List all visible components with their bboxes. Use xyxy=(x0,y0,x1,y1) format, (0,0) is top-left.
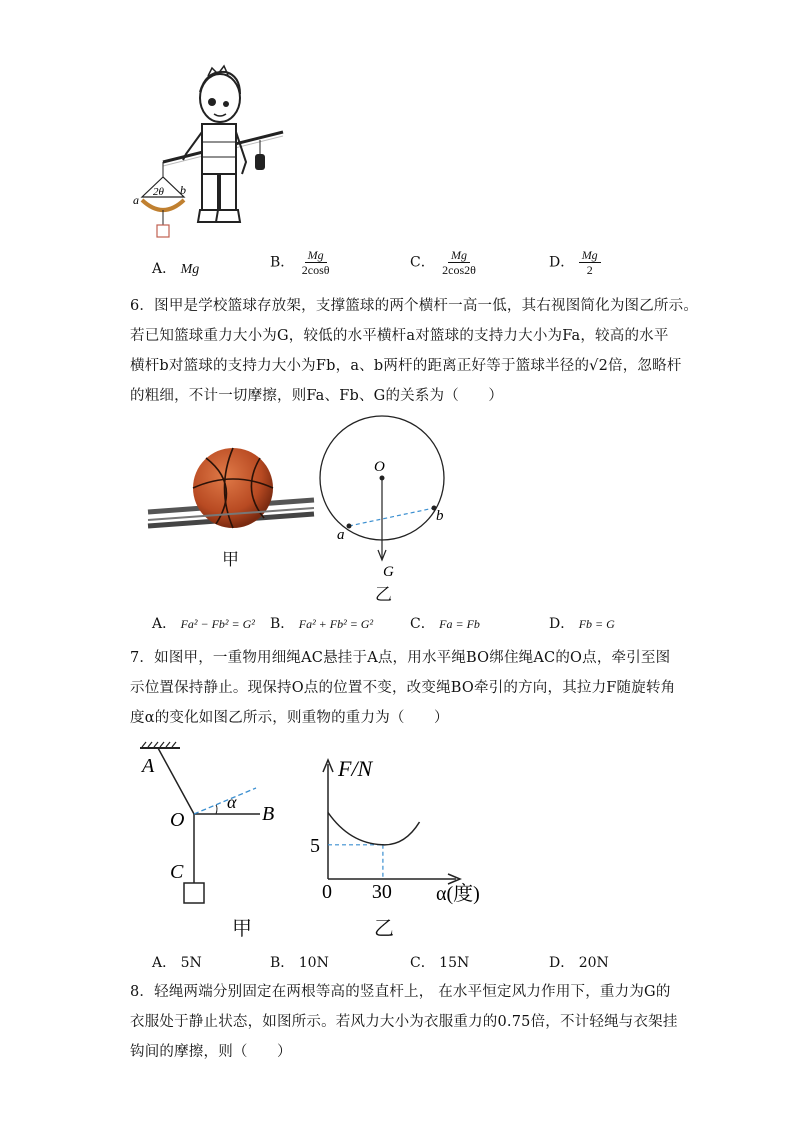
q5-label-angle: 2θ xyxy=(153,186,164,198)
q6-figure-yi xyxy=(312,408,462,598)
option-value: 15N xyxy=(439,955,470,971)
q5-label-a: a xyxy=(133,193,139,207)
q5-option-b[interactable] xyxy=(270,248,333,277)
q7-option-c[interactable] xyxy=(410,952,469,972)
option-value: Mg xyxy=(180,262,200,277)
q6-stem xyxy=(130,291,698,411)
option-value: Fa² + Fb² = G² xyxy=(298,617,374,631)
q7-line-3: 度α的变化如图乙所示，则重物的重力为（ ） xyxy=(130,710,449,726)
q7-option-d[interactable] xyxy=(549,952,609,972)
fraction-denominator: 2cos2θ xyxy=(442,263,476,277)
q8-stem xyxy=(130,977,678,1067)
chart-y-tick: 5 xyxy=(310,834,320,857)
q7-label-O: O xyxy=(170,809,185,831)
q6-option-a[interactable] xyxy=(152,613,255,633)
q6-caption-yi: 乙 xyxy=(375,585,392,605)
option-letter: D． xyxy=(549,955,575,971)
q7-line-1: 7．如图甲，一重物用细绳AC悬挂于A点，用水平绳BO绑住绳AC的O点，牵引至图 xyxy=(130,650,671,666)
option-fraction xyxy=(579,248,601,277)
q7-caption-yi: 乙 xyxy=(374,916,394,940)
q6-label-G: G xyxy=(383,564,394,580)
q7-label-C: C xyxy=(170,861,184,883)
fraction-numerator: Mg xyxy=(448,248,470,263)
q7-stem xyxy=(130,643,675,733)
option-value: 5N xyxy=(180,955,202,971)
fraction-numerator: Mg xyxy=(579,248,601,263)
q7-label-A: A xyxy=(142,755,155,777)
option-value: Fb = G xyxy=(578,617,615,631)
q6-caption-jia: 甲 xyxy=(222,550,239,570)
q5-option-c[interactable] xyxy=(410,248,479,277)
chart-origin-tick: 0 xyxy=(322,881,332,903)
option-letter: A． xyxy=(152,616,177,632)
option-letter: A． xyxy=(152,955,177,971)
q5-option-a[interactable] xyxy=(152,258,199,278)
option-letter: C． xyxy=(410,254,435,271)
q8-line-3: 钩间的摩擦，则（ ） xyxy=(130,1044,292,1060)
q6-option-b[interactable] xyxy=(270,613,373,633)
q6-label-a: a xyxy=(337,527,345,543)
q5-option-d[interactable] xyxy=(549,248,601,277)
chart-series-curve xyxy=(328,813,420,845)
option-letter: C． xyxy=(410,955,435,971)
q7-option-a[interactable] xyxy=(152,952,202,972)
fraction-denominator: 2 xyxy=(586,263,593,277)
chart-x-tick: 30 xyxy=(371,881,392,903)
q7-figure-jia xyxy=(128,738,288,913)
q8-line-2: 衣服处于静止状态，如图所示。若风力大小为衣服重力的0.75倍，不计轻绳与衣架挂 xyxy=(130,1014,678,1030)
option-letter: B． xyxy=(270,955,295,971)
option-letter: D． xyxy=(549,254,575,271)
q5-label-b: b xyxy=(180,183,186,197)
q6-option-d[interactable] xyxy=(549,613,615,633)
chart-x-label: α(度) xyxy=(436,883,480,905)
q7-chart xyxy=(296,752,496,912)
q7-line-2: 示位置保持静止。现保持O点的位置不变，改变绳BO牵引的方向，其拉力F随旋转角 xyxy=(130,680,676,696)
option-letter: A． xyxy=(152,261,177,277)
fraction-numerator: Mg xyxy=(305,248,327,263)
q7-label-alpha: α xyxy=(227,792,237,812)
option-fraction xyxy=(299,248,333,277)
option-value: 20N xyxy=(578,955,609,971)
q6-line-1: 6．图甲是学校篮球存放架，支撑篮球的两个横杆一高一低，其右视图简化为图乙所示。 xyxy=(130,298,699,314)
q7-caption-jia: 甲 xyxy=(232,916,252,940)
q6-label-O: O xyxy=(374,459,385,475)
q5-figure xyxy=(128,62,298,247)
option-letter: B． xyxy=(270,616,295,632)
option-value: Fa² − Fb² = G² xyxy=(180,617,255,631)
option-value: Fa = Fb xyxy=(439,617,480,631)
option-letter: C． xyxy=(410,616,435,632)
option-letter: D． xyxy=(549,616,575,632)
option-value: 10N xyxy=(298,955,329,971)
chart-y-label: F/N xyxy=(338,756,373,781)
q6-option-c[interactable] xyxy=(410,613,480,633)
fraction-denominator: 2cosθ xyxy=(301,263,330,277)
q7-label-B: B xyxy=(262,803,275,825)
q6-label-b: b xyxy=(436,508,444,524)
q8-line-1: 8．轻绳两端分别固定在两根等高的竖直杆上， 在水平恒定风力作用下，重力为G的 xyxy=(130,984,671,1000)
q6-line-4: 的粗细，不计一切摩擦，则Fa、Fb、G的关系为（ ） xyxy=(130,388,504,404)
option-letter: B． xyxy=(270,254,295,271)
option-fraction xyxy=(439,248,479,277)
q6-line-3: 横杆b对篮球的支持力大小为Fb，a、b两杆的距离正好等于篮球半径的√2倍，忽略杆 xyxy=(130,358,682,374)
q6-line-2: 若已知篮球重力大小为G，较低的水平横杆a对篮球的支持力大小为Fa，较高的水平 xyxy=(130,328,669,344)
q6-figure-jia xyxy=(146,440,316,535)
q7-option-b[interactable] xyxy=(270,952,329,972)
